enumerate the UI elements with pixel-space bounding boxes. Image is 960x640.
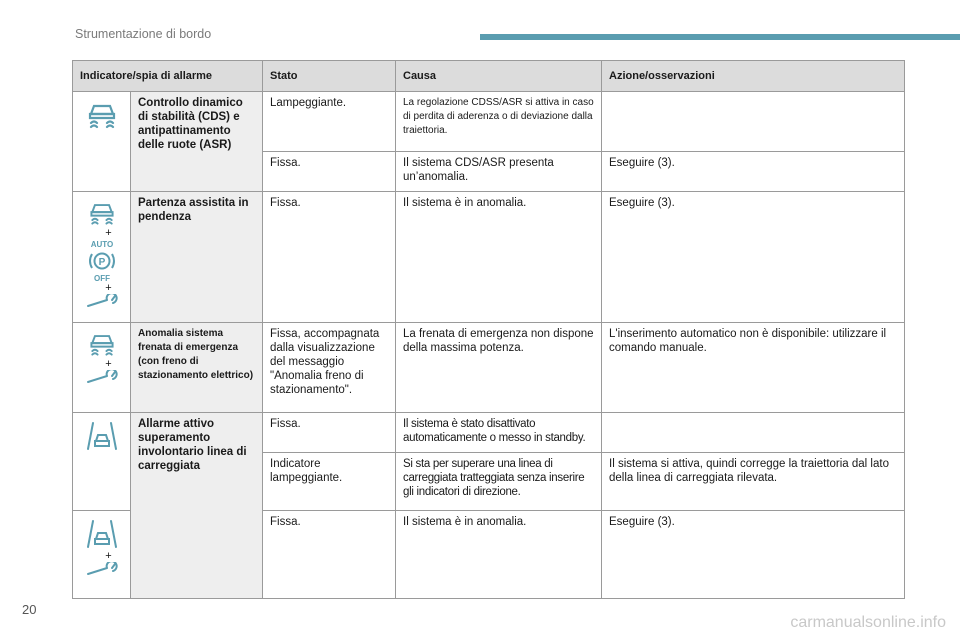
state-cell: Fissa.	[263, 152, 396, 192]
table-row	[73, 413, 905, 453]
state-cell: Indicatore lampeggiante.	[263, 453, 396, 511]
col-header-indicator: Indicatore/spia di allarme	[73, 61, 263, 92]
cause-cell: Si sta per superare una linea di carreggiata tratteggiata senza inserire gli indicatori di direzione.	[396, 453, 602, 511]
cause-cell: Il sistema è stato disattivato automaticamente o messo in standby.	[396, 413, 602, 453]
action-cell: L'inserimento automatico non è disponibile: utilizzare il comando manuale.	[602, 323, 905, 413]
plus-sign: +	[105, 227, 112, 239]
header-accent-bar	[480, 34, 960, 40]
p-label: P	[98, 257, 105, 268]
action-cell: Eseguire (3).	[602, 511, 905, 599]
indicator-icon-cell	[73, 192, 131, 323]
action-cell: Il sistema si attiva, quindi corregge la traiettoria dal lato della linea di carreggiata rilevata.	[602, 453, 905, 511]
warning-lamps-table	[72, 60, 905, 599]
wrench-icon	[85, 294, 119, 310]
wrench-icon	[85, 562, 119, 578]
lane-departure-icon	[85, 517, 119, 551]
plus-sign: +	[105, 358, 112, 370]
indicator-name: Partenza assistita in pendenza	[131, 192, 263, 323]
table-row	[73, 323, 905, 413]
col-header-action: Azione/osservazioni	[602, 61, 905, 92]
skidding-car-icon	[85, 98, 119, 132]
plus-sign: +	[105, 282, 112, 294]
col-header-cause: Causa	[396, 61, 602, 92]
action-cell	[602, 413, 905, 453]
state-cell: Lampeggiante.	[263, 92, 396, 152]
state-cell: Fissa, accompagnata dalla visualizzazione del messaggio "Anomalia freno di stazionamento".	[263, 323, 396, 413]
auto-parking-brake-icon	[85, 239, 119, 283]
indicator-name: Controllo dinamico di stabilità (CDS) e antipattinamento delle ruote (ASR)	[131, 92, 263, 192]
col-header-state: Stato	[263, 61, 396, 92]
action-cell	[602, 92, 905, 152]
skidding-car-icon	[87, 329, 117, 359]
indicator-icon-cell	[73, 511, 131, 599]
wrench-icon	[85, 370, 119, 386]
state-cell: Fissa.	[263, 192, 396, 323]
skidding-car-icon	[87, 198, 117, 228]
cause-cell: La frenata di emergenza non dispone della massima potenza.	[396, 323, 602, 413]
cause-cell: Il sistema è in anomalia.	[396, 192, 602, 323]
state-cell: Fissa.	[263, 413, 396, 453]
section-title: Strumentazione di bordo	[75, 27, 212, 41]
cause-cell: Il sistema è in anomalia.	[396, 511, 602, 599]
cause-cell: Il sistema CDS/ASR presenta un’anomalia.	[396, 152, 602, 192]
action-cell: Eseguire (3).	[602, 192, 905, 323]
plus-sign: +	[105, 550, 112, 562]
page-number: 20	[22, 602, 37, 617]
table-row	[73, 92, 905, 152]
indicator-icon-cell	[73, 92, 131, 192]
watermark: carmanualsonline.info	[790, 614, 946, 631]
table-row	[73, 192, 905, 323]
state-cell: Fissa.	[263, 511, 396, 599]
indicator-icon-cell	[73, 413, 131, 511]
indicator-name: Anomalia sistema frenata di emergenza (con freno di stazionamento elettrico)	[131, 323, 263, 413]
off-label: OFF	[93, 274, 110, 283]
table-header-row	[73, 61, 905, 92]
indicator-icon-cell	[73, 323, 131, 413]
cause-cell: La regolazione CDSS/ASR si attiva in caso di perdita di aderenza o di deviazione dalla traiettoria.	[396, 92, 602, 152]
lane-departure-icon	[85, 419, 119, 453]
indicator-name: Allarme attivo superamento involontario linea di carreggiata	[131, 413, 263, 599]
auto-label: AUTO	[90, 240, 113, 249]
action-cell: Eseguire (3).	[602, 152, 905, 192]
